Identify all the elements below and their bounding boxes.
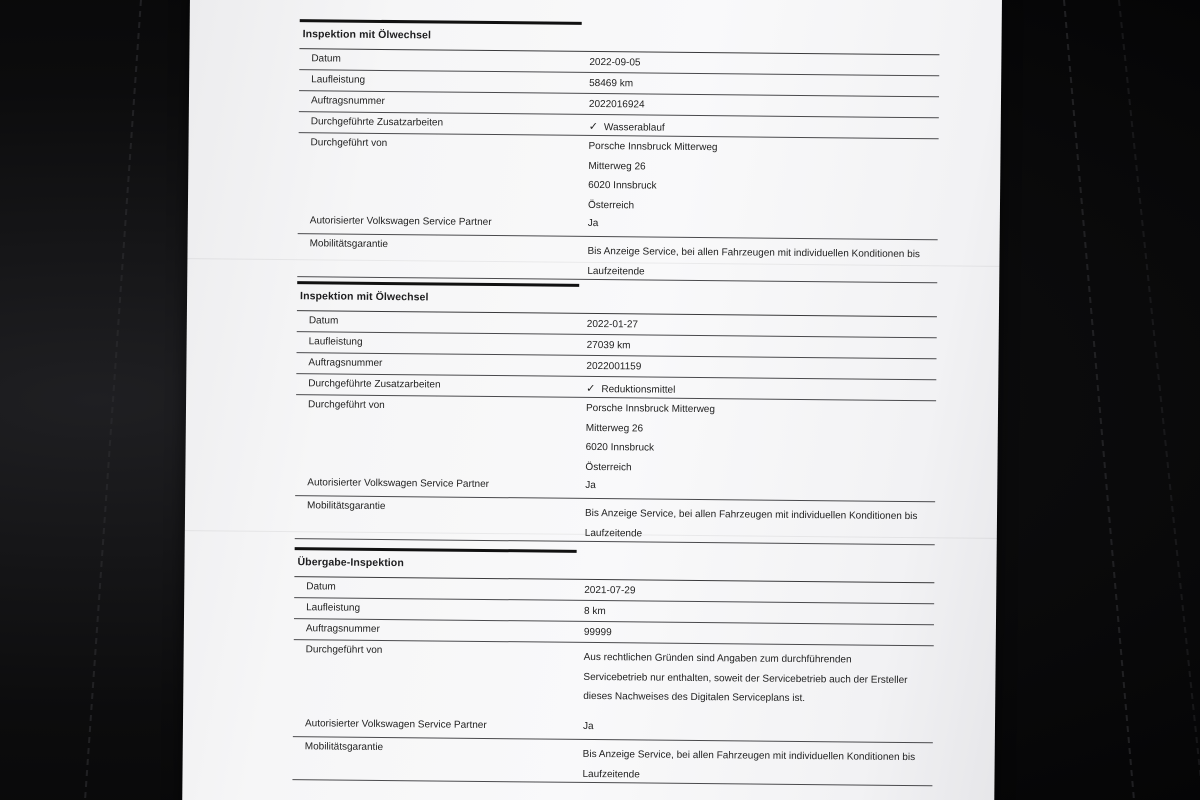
field-label: Datum: [306, 581, 336, 593]
field-value: 2022001159: [586, 360, 642, 373]
section-title: Inspektion mit Ölwechsel: [302, 28, 432, 42]
field-label: Auftragsnummer: [305, 623, 380, 635]
field-value: Bis Anzeige Service, bei allen Fahrzeugen mit individuellen Konditionen bis Laufzeitende: [584, 507, 918, 539]
field-value: 58469 km: [589, 77, 634, 90]
service-entry: [295, 281, 937, 545]
address-block: Porsche Innsbruck Mitterweg Mitterweg 26 6020 Innsbruck Österreich: [587, 140, 718, 211]
field-value: 2021-07-29: [584, 584, 636, 597]
field-value: ✓ Reduktionsmittel: [586, 382, 676, 396]
field-value: Ja: [587, 217, 599, 230]
seat-stitching: [1118, 0, 1200, 800]
seat-stitching: [1063, 0, 1135, 800]
address-block: Porsche Innsbruck Mitterweg Mitterweg 26 6020 Innsbruck Österreich: [585, 402, 716, 473]
header-bar: [300, 19, 582, 25]
seat-stitching: [84, 0, 142, 800]
field-label: Auftragsnummer: [310, 95, 385, 107]
checkmark-icon: ✓: [586, 382, 596, 396]
checkmark-icon: ✓: [588, 120, 598, 134]
header-bar: [297, 281, 579, 287]
field-label: Durchgeführte Zusatzarbeiten: [310, 116, 444, 129]
field-label: Mobilitätsgarantie: [309, 238, 389, 251]
service-record-sheet: [182, 0, 1002, 800]
row-mobilitaetsgarantie: [295, 496, 935, 545]
field-value: 2022-09-05: [589, 56, 641, 69]
field-label: Autorisierter Volkswagen Service Partner: [309, 215, 492, 229]
field-label: Durchgeführt von: [307, 399, 385, 411]
row-durchgefuehrt-von: [295, 395, 936, 485]
field-label: Datum: [308, 315, 339, 327]
row-mobilitaetsgarantie: [297, 234, 937, 283]
field-value: ✓ Wasserablauf: [588, 120, 665, 134]
legal-notice: Aus rechtlichen Gründen sind Angaben zum durchführenden Servicebetrieb nur enthalten, soweit der Servicebetrieb auch der Ersteller dieses Nachweises des Digitalen Serviceplans ist.: [583, 651, 908, 705]
field-label: Autorisierter Volkswagen Service Partner: [304, 718, 487, 731]
field-value: Ja: [585, 479, 596, 492]
field-value: Ja: [582, 720, 594, 733]
row-durchgefuehrt-von: [298, 133, 939, 223]
field-value: 8 km: [584, 605, 606, 618]
row-durchgefuehrt-von: [293, 640, 934, 726]
field-label: Durchgeführt von: [310, 137, 388, 150]
field-label: Mobilitätsgarantie: [304, 741, 384, 753]
field-label: Laufleistung: [308, 336, 363, 348]
field-label: Autorisierter Volkswagen Service Partner: [307, 477, 490, 490]
service-entry: [292, 547, 934, 786]
section-title: Übergabe-Inspektion: [297, 556, 404, 570]
field-label: Laufleistung: [311, 74, 366, 86]
header-bar: [295, 547, 577, 553]
field-label: Durchgeführt von: [305, 644, 383, 656]
field-label: Auftragsnummer: [308, 357, 383, 369]
field-label: Datum: [311, 53, 341, 65]
field-label: Laufleistung: [306, 602, 361, 614]
row-mobilitaetsgarantie: [292, 737, 932, 786]
field-value: Bis Anzeige Service, bei allen Fahrzeugen mit individuellen Konditionen bis Laufzeitende: [582, 748, 916, 780]
field-value: 2022016924: [588, 98, 645, 111]
field-value: 99999: [583, 626, 612, 639]
field-value: 2022-01-27: [586, 318, 639, 331]
field-value: Bis Anzeige Service, bei allen Fahrzeugen mit individuellen Konditionen bis Laufzeitende: [587, 245, 920, 277]
field-label: Durchgeführte Zusatzarbeiten: [308, 378, 441, 391]
section-title: Inspektion mit Ölwechsel: [300, 290, 429, 304]
service-entry: [297, 19, 939, 283]
field-value: 27039 km: [586, 339, 631, 352]
field-label: Mobilitätsgarantie: [307, 500, 386, 513]
